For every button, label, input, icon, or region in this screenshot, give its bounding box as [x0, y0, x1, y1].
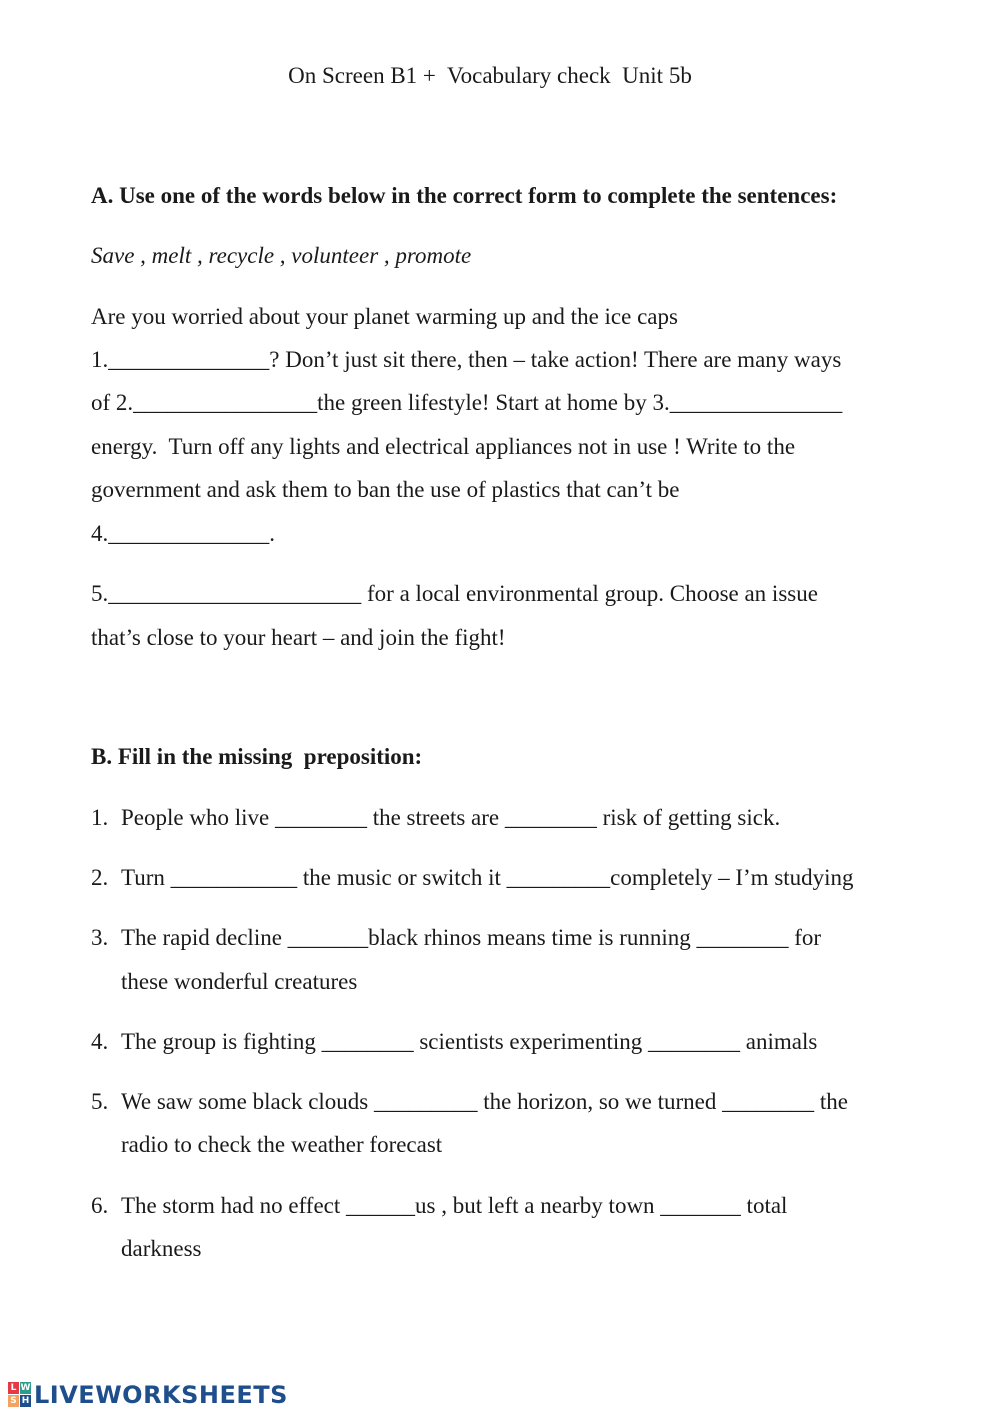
page-title: On Screen B1 + Vocabulary check Unit 5b: [288, 63, 692, 88]
question-number: 1.: [91, 805, 109, 830]
question-text: The rapid decline _______black rhinos means time is running ________ for: [121, 925, 822, 950]
question-number: 3.: [91, 925, 109, 950]
question-text: People who live ________ the streets are ________ risk of getting sick.: [121, 805, 781, 830]
logo-mark-letter: L: [8, 1382, 19, 1394]
question-text: We saw some black clouds _________ the horizon, so we turned ________ the: [121, 1089, 848, 1114]
paragraph-line: of 2.________________the green lifestyle! Start at home by 3._______________: [91, 390, 843, 415]
question-number: 6.: [91, 1193, 109, 1218]
word-bank: Save , melt , recycle , volunteer , promote: [91, 243, 472, 268]
paragraph-line: energy. Turn off any lights and electrical appliances not in use ! Write to the: [91, 434, 796, 459]
logo-mark-letter: S: [8, 1395, 19, 1407]
question-text-continued: these wonderful creatures: [121, 969, 358, 994]
logo-mark-letter: H: [21, 1396, 30, 1406]
section-b-heading: B. Fill in the missing preposition:: [91, 744, 423, 769]
liveworksheets-logo[interactable]: [8, 1380, 288, 1410]
section-a-heading: A. Use one of the words below in the correct form to complete the sentences:: [91, 183, 838, 208]
question-number: 2.: [91, 865, 109, 890]
logo-mark-icon: [8, 1382, 32, 1408]
paragraph-line: 5.______________________ for a local environmental group. Choose an issue: [91, 581, 818, 606]
paragraph-line: that’s close to your heart – and join the fight!: [91, 625, 506, 650]
question-number: 5.: [91, 1089, 109, 1114]
paragraph-line: 1.______________? Don’t just sit there, then – take action! There are many ways: [91, 347, 842, 372]
question-text-continued: darkness: [121, 1236, 202, 1261]
paragraph-line: government and ask them to ban the use of plastics that can’t be: [91, 477, 680, 502]
logo-mark-letter: W: [20, 1383, 31, 1393]
question-number: 4.: [91, 1029, 109, 1054]
question-text: The storm had no effect ______us , but left a nearby town _______ total: [121, 1193, 788, 1218]
question-text: Turn ___________ the music or switch it _________completely – I’m studying: [121, 865, 854, 890]
question-text-continued: radio to check the weather forecast: [121, 1132, 443, 1157]
paragraph-line: 4.______________.: [91, 521, 275, 546]
question-text: The group is fighting ________ scientists experimenting ________ animals: [121, 1029, 818, 1054]
logo-text: LIVEWORKSHEETS: [34, 1381, 288, 1409]
paragraph-line: Are you worried about your planet warming up and the ice caps: [91, 304, 678, 329]
